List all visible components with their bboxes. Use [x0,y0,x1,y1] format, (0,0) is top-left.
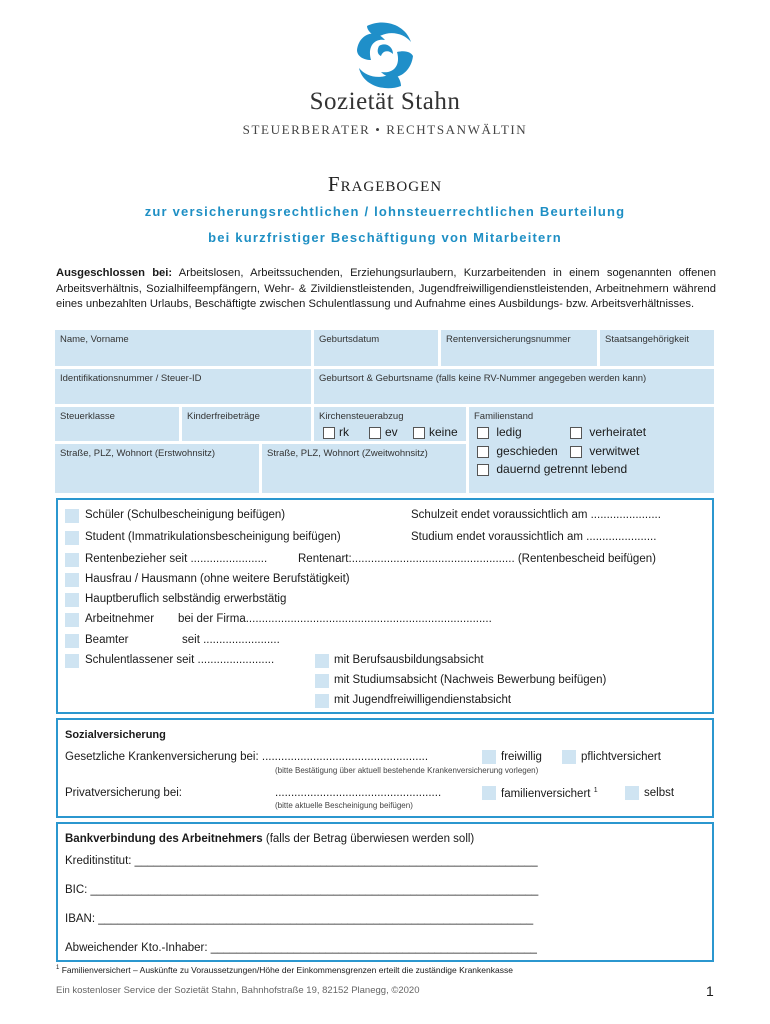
marital-separated-checkbox[interactable] [477,464,489,476]
employee-label: Arbeitnehmer [85,613,155,625]
student-checkbox[interactable] [65,531,79,545]
nationality-field[interactable]: Staatsangehörigkeit [600,330,714,366]
intent-vocational-label: mit Berufsausbildungsabsicht [334,654,484,666]
church-none-checkbox[interactable] [413,427,425,439]
marital-divorced-checkbox[interactable] [477,446,489,458]
pension-type-label: Rentenart:................................................... (Rentenbescheid beifügen) [298,553,656,565]
employee-company-label: bei der Firma............................................................................. [178,613,492,625]
private-insurance-label: Privatversicherung bei: [65,787,182,799]
family-insured-checkbox[interactable] [482,786,496,800]
official-checkbox[interactable] [65,634,79,648]
bic-field[interactable]: BIC: ______________________________________________________________________ [65,884,539,896]
marital-married-checkbox[interactable] [570,427,582,439]
voluntary-checkbox[interactable] [482,750,496,764]
intro-label: Ausgeschlossen bei: [56,267,173,279]
intent-volunteer-checkbox[interactable] [315,694,329,708]
firm-name: Sozietät Stahn [309,88,461,115]
insurance-heading: Sozialversicherung [65,729,166,741]
firm-subtitle: STEUERBERATER • RECHTSANWÄLTIN [242,122,528,137]
marital-status-field: Familienstand [469,407,714,493]
private-insurance-dots: .................................................... [275,787,442,799]
employee-checkbox[interactable] [65,613,79,627]
marital-married-option[interactable]: verheiratet [570,425,646,439]
family-insured-label: familienversichert $^1$ [501,787,598,800]
subtitle-2: bei kurzfristiger Beschäftigung von Mitarbeitern [208,230,562,245]
marital-widowed-checkbox[interactable] [570,446,582,458]
church-none-option[interactable]: keine [413,425,458,439]
marital-separated-option[interactable]: dauernd getrennt lebend [477,462,627,476]
marital-single-checkbox[interactable] [477,427,489,439]
official-since-label: seit ........................ [182,634,280,646]
pension-number-field[interactable]: Rentenversicherungsnummer [441,330,597,366]
pensioner-label: Rentenbezieher seit ........................ [85,553,268,565]
bank-heading: Bankverbindung des Arbeitnehmers (falls der Betrag überwiesen werden soll) [65,833,475,845]
mandatory-checkbox[interactable] [562,750,576,764]
footer-text: Ein kostenloser Service der Sozietät Stahn, Bahnhofstraße 19, 82152 Planegg, ©2020 [56,985,420,996]
pensioner-checkbox[interactable] [65,553,79,567]
student-label: Student (Immatrikulationsbescheinigung beifügen) [85,531,341,543]
pupil-checkbox[interactable] [65,509,79,523]
church-rk-checkbox[interactable] [323,427,335,439]
voluntary-label: freiwillig [501,751,542,763]
secondary-address-field[interactable]: Straße, PLZ, Wohnort (Zweitwohnsitz) [262,444,466,493]
tax-class-field[interactable]: Steuerklasse [55,407,179,441]
name-field[interactable]: Name, Vorname [55,330,311,366]
iban-field[interactable]: IBAN: ____________________________________________________________________ [65,913,534,925]
page-number: 1 [706,983,714,999]
footnote: $^1$ Familienversichert – Auskünfte zu Voraussetzungen/Höhe der Einkommensgrenzen erteilt die zuständige Krankenkasse [56,965,513,975]
school-leaver-checkbox[interactable] [65,654,79,668]
self-employed-label: Hauptberuflich selbständig erwerbstätig [85,593,287,605]
statutory-note: (bitte Bestätigung über aktuell bestehende Krankenversicherung vorlegen) [275,766,539,775]
intent-vocational-checkbox[interactable] [315,654,329,668]
church-tax-field: Kirchensteuerabzug [314,407,466,441]
church-ev-option[interactable]: ev [369,425,398,439]
homemaker-label: Hausfrau / Hausmann (ohne weitere Berufstätigkeit) [85,573,350,585]
self-insured-label: selbst [644,787,675,799]
private-note: (bitte aktuelle Bescheinigung beifügen) [275,801,413,810]
primary-address-field[interactable]: Straße, PLZ, Wohnort (Erstwohnsitz) [55,444,259,493]
birthdate-field[interactable]: Geburtsdatum [314,330,438,366]
mandatory-label: pflichtversichert [581,751,661,763]
self-employed-checkbox[interactable] [65,593,79,607]
self-insured-checkbox[interactable] [625,786,639,800]
subtitle-1: zur versicherungsrechtlichen / lohnsteuerrechtlichen Beurteilung [144,204,626,219]
homemaker-checkbox[interactable] [65,573,79,587]
child-allowance-field[interactable]: Kinderfreibeträge [182,407,311,441]
official-label: Beamter [85,634,129,646]
student-end-label: Studium endet voraussichtlich am ...................... [411,531,657,543]
page-title: Fragebogen [327,172,443,196]
marital-single-option[interactable]: ledig [477,425,522,439]
intent-study-label: mit Studiumsabsicht (Nachweis Bewerbung beifügen) [334,674,607,686]
tax-id-field[interactable]: Identifikationsnummer / Steuer-ID [55,369,311,404]
intent-study-checkbox[interactable] [315,674,329,688]
pupil-end-label: Schulzeit endet voraussichtlich am ...................... [411,509,661,521]
statutory-insurance-label: Gesetzliche Krankenversicherung bei: .................................................... [65,751,429,763]
intent-volunteer-label: mit Jugendfreiwilligendienstabsicht [334,694,512,706]
marital-divorced-option[interactable]: geschieden [477,444,558,458]
firm-logo-icon [353,20,417,90]
birthplace-field[interactable]: Geburtsort & Geburtsname (falls keine RV-Nummer angegeben werden kann) [314,369,714,404]
bank-institute-field[interactable]: Kreditinstitut: _______________________________________________________________ [65,855,538,867]
church-ev-checkbox[interactable] [369,427,381,439]
pupil-label: Schüler (Schulbescheinigung beifügen) [85,509,286,521]
intro-body: Arbeitslosen, Arbeitssuchenden, Erziehungsurlaubern, Kurzarbeitenden in einem sogenannten offenen Arbeitsverhältnis, Sozialhilfeempfängern, Wehr- & Zivildienstleistenden, Jugendfreiwilligendienstleistenden, Arbeitnehmern während eines unbezahlten Urlaubs, Beschäftigte zwischen Schulentlassung und Aufnahme eines Ausbildungs- bzw. Arbeitsverhältnisses. [56,267,716,310]
marital-widowed-option[interactable]: verwitwet [570,444,639,458]
school-leaver-label: Schulentlassener seit ........................ [85,654,275,666]
church-rk-option[interactable]: rk [323,425,349,439]
intro-text [56,266,716,313]
account-holder-field[interactable]: Abweichender Kto.-Inhaber: ___________________________________________________ [65,942,537,954]
